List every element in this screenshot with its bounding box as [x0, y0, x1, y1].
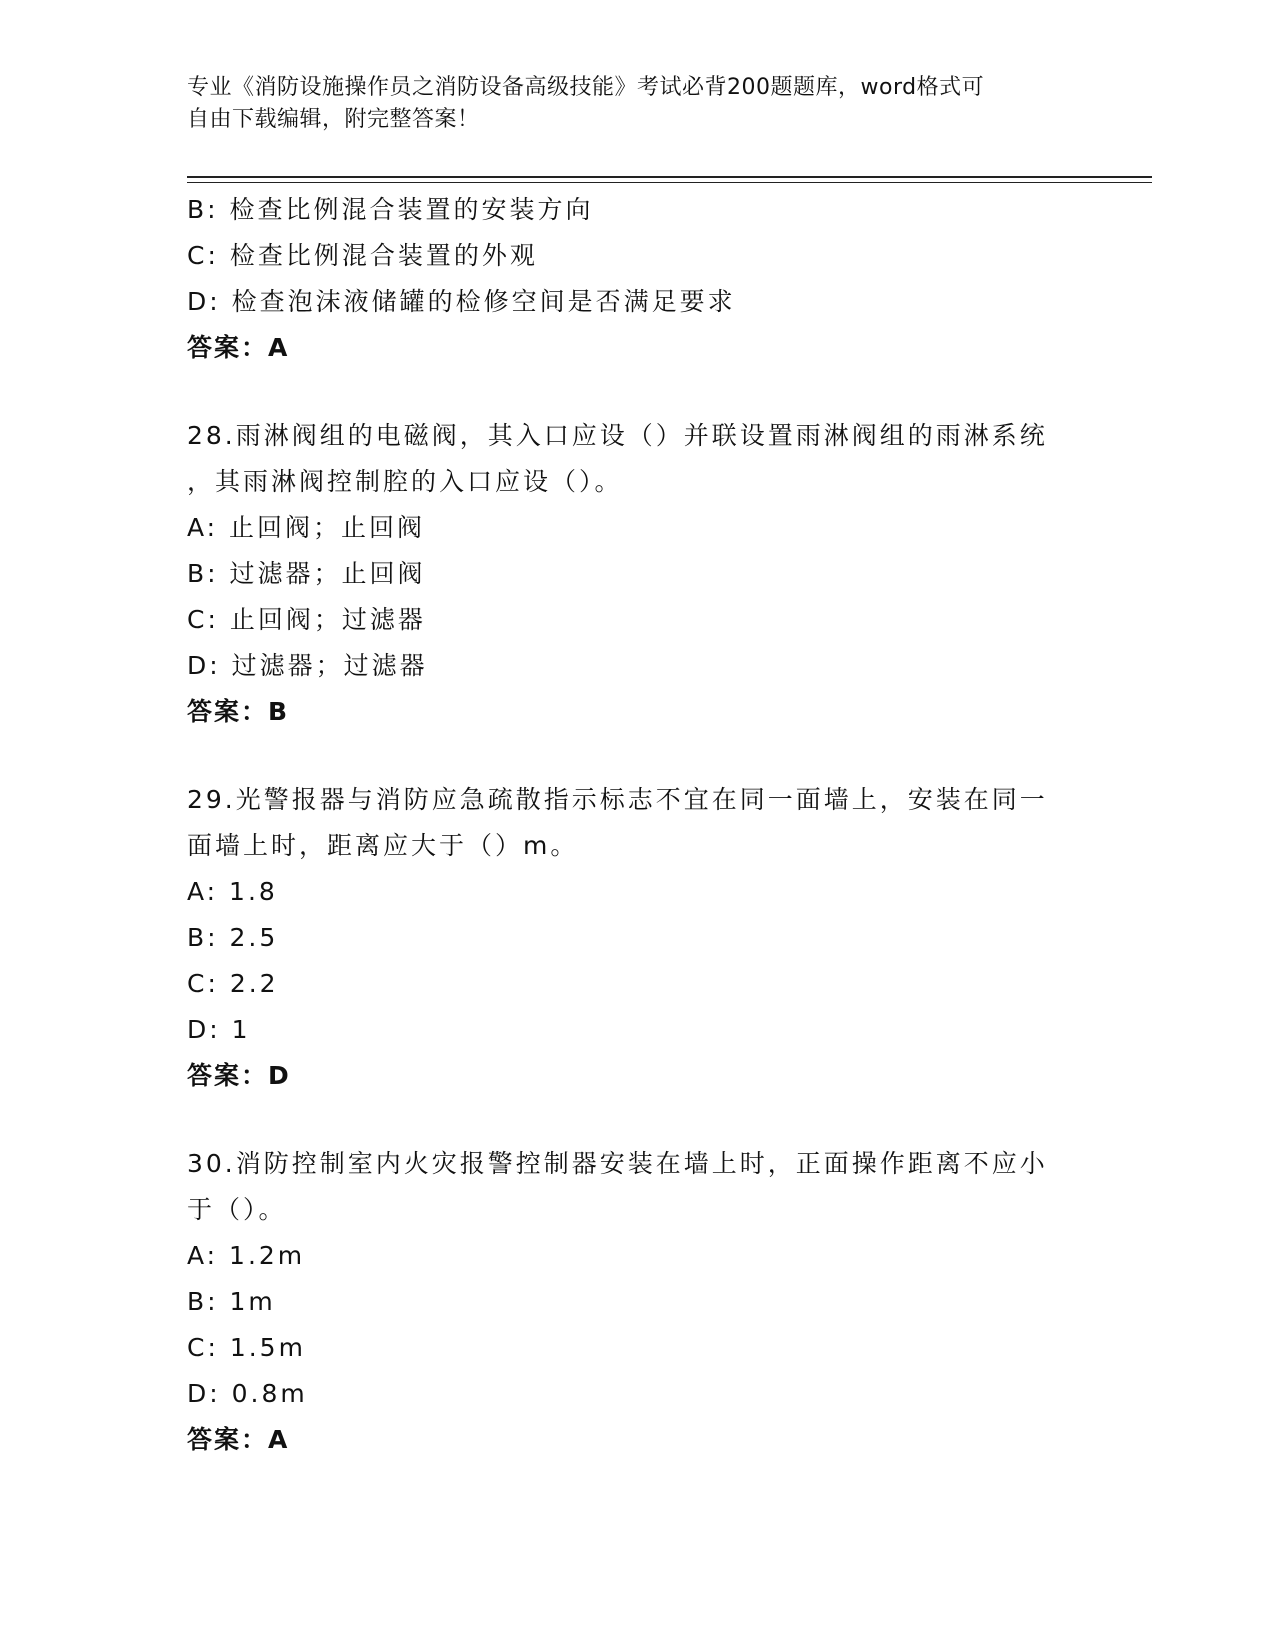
- answer-line: 答案：A: [187, 1425, 290, 1454]
- question-stem-line-2: 面墙上时，距离应大于（）m。: [187, 831, 579, 860]
- question-stem-line-2: ，其雨淋阀控制腔的入口应设（）。: [187, 467, 623, 496]
- question-stem-line-1: 29.光警报器与消防应急疏散指示标志不宜在同一面墙上，安装在同一: [187, 785, 1048, 814]
- option-c: C: 1.5m: [187, 1333, 306, 1362]
- option-b: B: 2.5: [187, 923, 279, 952]
- option-a: A: 1.2m: [187, 1241, 306, 1270]
- option-a: A: 1.8: [187, 877, 278, 906]
- document-header: [187, 72, 1067, 136]
- option-c: C: 止回阀；过滤器: [187, 605, 426, 634]
- option-c: C: 2.2: [187, 969, 279, 998]
- option-b: B: 1m: [187, 1287, 276, 1316]
- option-b: B: 检查比例混合装置的安装方向: [187, 195, 594, 224]
- option-d: D: 检查泡沫液储罐的检修空间是否满足要求: [187, 287, 736, 316]
- question-block-27-continued: [187, 187, 1087, 371]
- header-divider-thin: [187, 182, 1152, 183]
- option-c: C: 检查比例混合装置的外观: [187, 241, 538, 270]
- question-block-30: [187, 1141, 1087, 1463]
- option-a: A: 止回阀；止回阀: [187, 513, 426, 542]
- spacer: [187, 371, 1087, 413]
- spacer: [187, 1099, 1087, 1141]
- question-stem-line-2: 于（）。: [187, 1195, 287, 1224]
- question-stem-line-1: 30.消防控制室内火灾报警控制器安装在墙上时，正面操作距离不应小: [187, 1149, 1048, 1178]
- answer-line: 答案：B: [187, 697, 290, 726]
- answer-line: 答案：D: [187, 1061, 291, 1090]
- spacer: [187, 735, 1087, 777]
- option-d: D: 1: [187, 1015, 251, 1044]
- header-line-2: 自由下载编辑，附完整答案！: [187, 107, 480, 132]
- option-d: D: 0.8m: [187, 1379, 308, 1408]
- question-content: [187, 187, 1087, 1463]
- question-block-28: [187, 413, 1087, 735]
- header-divider-thick: [187, 176, 1152, 178]
- question-stem-line-1: 28.雨淋阀组的电磁阀，其入口应设（）并联设置雨淋阀组的雨淋系统: [187, 421, 1048, 450]
- option-b: B: 过滤器；止回阀: [187, 559, 426, 588]
- question-block-29: [187, 777, 1087, 1099]
- answer-line: 答案：A: [187, 333, 290, 362]
- header-line-1: 专业《消防设施操作员之消防设备高级技能》考试必背200题题库，word格式可: [187, 75, 985, 100]
- option-d: D: 过滤器；过滤器: [187, 651, 428, 680]
